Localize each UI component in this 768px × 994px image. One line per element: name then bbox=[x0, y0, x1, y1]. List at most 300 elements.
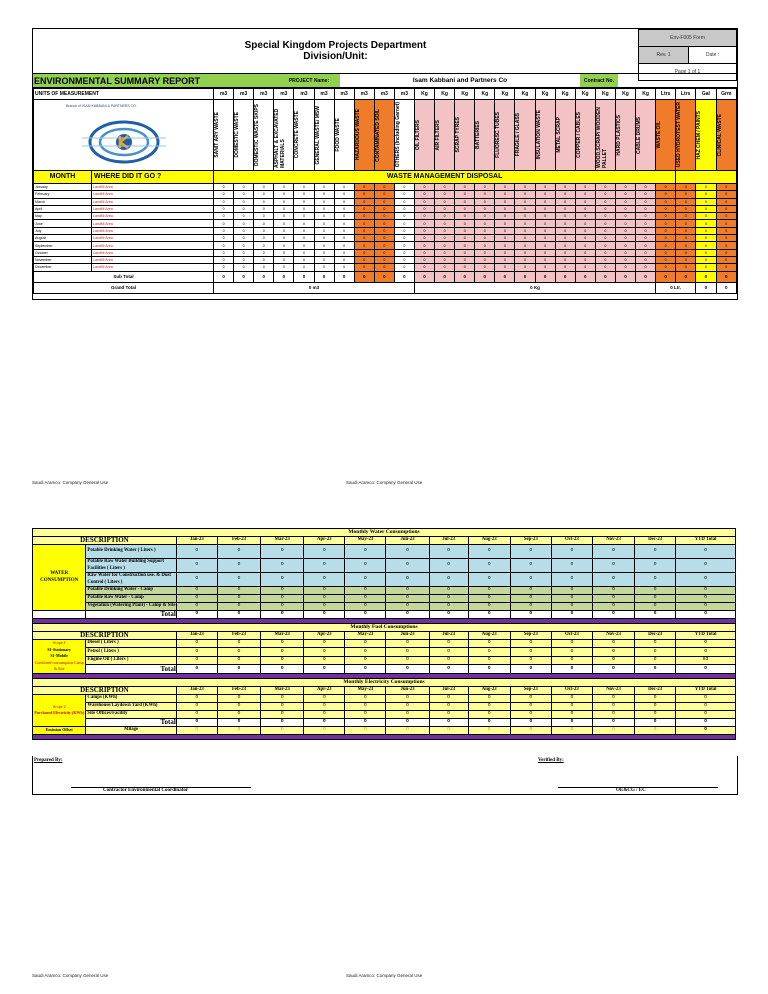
contract-label: Contract No. bbox=[580, 74, 618, 88]
consumption-value: 0 bbox=[510, 587, 551, 595]
consumption-value: 0 bbox=[468, 640, 510, 648]
column-header bbox=[555, 100, 575, 171]
subtotal-value: 0 bbox=[495, 271, 515, 282]
waste-value: 0 bbox=[334, 198, 354, 205]
waste-value: 0 bbox=[435, 220, 455, 227]
column-name: GENERAL WASTE/ MSW bbox=[314, 105, 321, 165]
waste-value: 0 bbox=[575, 242, 595, 249]
waste-value: 0 bbox=[314, 220, 334, 227]
consumption-value: 0 bbox=[176, 587, 217, 595]
waste-value: 0 bbox=[354, 242, 374, 249]
consumption-value: 0 bbox=[676, 559, 736, 573]
consumption-row bbox=[33, 648, 736, 656]
waste-value: 0 bbox=[495, 235, 515, 242]
consumption-value: 0 bbox=[217, 702, 260, 710]
subtotal-value: 0 bbox=[435, 271, 455, 282]
column-name: DOMESTIC WASTE bbox=[234, 112, 241, 158]
consumption-value: 0 bbox=[510, 595, 551, 603]
subtotal-value: 0 bbox=[615, 271, 635, 282]
month-name: December bbox=[34, 264, 92, 271]
column-header-row bbox=[33, 537, 736, 545]
waste-value: 0 bbox=[575, 191, 595, 198]
waste-value: 0 bbox=[455, 249, 475, 256]
waste-value: 0 bbox=[394, 256, 414, 263]
waste-value: 0 bbox=[234, 249, 254, 256]
consumption-value: 0 bbox=[386, 595, 429, 603]
column-header bbox=[636, 100, 656, 171]
unit-cell: m3 bbox=[394, 88, 414, 100]
unit-cell: Grm bbox=[716, 88, 736, 100]
column-name: WASTE OIL bbox=[656, 121, 663, 149]
column-header bbox=[374, 100, 394, 171]
waste-value: 0 bbox=[495, 242, 515, 249]
footer-left-top: Saudi Aramco: Company General Use bbox=[32, 480, 109, 485]
column-header bbox=[475, 100, 495, 171]
emission-row bbox=[33, 726, 736, 734]
waste-value: 0 bbox=[676, 242, 696, 249]
total-value: 0 bbox=[261, 665, 304, 673]
consumption-value: 0 bbox=[429, 648, 468, 656]
waste-value: 0 bbox=[555, 205, 575, 212]
month-row bbox=[34, 235, 737, 242]
consumption-value: 0 bbox=[551, 545, 592, 559]
total-value: 0 bbox=[217, 665, 260, 673]
disposal-location: Landfill Area bbox=[92, 242, 214, 249]
consumption-value: 0 bbox=[429, 573, 468, 587]
waste-value: 0 bbox=[294, 227, 314, 234]
consumption-value: 0 bbox=[304, 640, 345, 648]
column-header bbox=[615, 100, 635, 171]
waste-value: 0 bbox=[636, 235, 656, 242]
consumption-value: 0 bbox=[345, 595, 386, 603]
consumption-value: 0 bbox=[635, 702, 676, 710]
consumption-value: 0 bbox=[635, 559, 676, 573]
waste-value: 0 bbox=[294, 213, 314, 220]
waste-value: 0 bbox=[696, 184, 716, 191]
unit-cell: m3 bbox=[314, 88, 334, 100]
waste-value: 0 bbox=[495, 227, 515, 234]
consumption-value: 0 bbox=[676, 694, 736, 702]
consumption-value: 0 bbox=[386, 648, 429, 656]
waste-value: 0 bbox=[294, 198, 314, 205]
waste-value: 0 bbox=[414, 264, 434, 271]
waste-value: 0 bbox=[274, 235, 294, 242]
month-name: May bbox=[34, 213, 92, 220]
consumption-value: 0 bbox=[676, 640, 736, 648]
waste-value: 0 bbox=[595, 205, 615, 212]
emission-value: 0 bbox=[304, 726, 345, 734]
waste-value: 0 bbox=[676, 249, 696, 256]
waste-value: 0 bbox=[656, 256, 676, 263]
emission-value: 0 bbox=[176, 726, 217, 734]
waste-value: 0 bbox=[575, 256, 595, 263]
consumption-value: 0 bbox=[676, 545, 736, 559]
month-header: Apr-23 bbox=[304, 632, 345, 640]
waste-value: 0 bbox=[495, 198, 515, 205]
consumption-value: 0 bbox=[468, 702, 510, 710]
total-value: 0 bbox=[551, 665, 592, 673]
waste-value: 0 bbox=[595, 235, 615, 242]
subtotal-value: 0 bbox=[575, 271, 595, 282]
consumption-value: 0 bbox=[635, 710, 676, 718]
column-name: INSULATION WASTE bbox=[535, 110, 542, 160]
total-value: 0 bbox=[217, 718, 260, 726]
footer-center-top: Saudi Aramco: Company General Use bbox=[346, 480, 423, 485]
column-header bbox=[575, 100, 595, 171]
consumption-value: 0 bbox=[592, 603, 634, 611]
subtotal-value: 0 bbox=[636, 271, 656, 282]
total-value: 0 bbox=[510, 611, 551, 619]
subtotal-value: 0 bbox=[294, 271, 314, 282]
prepared-by-label: Prepared By: bbox=[34, 758, 63, 763]
consumption-value: 0 bbox=[551, 595, 592, 603]
waste-value: 0 bbox=[214, 205, 234, 212]
waste-value: 0 bbox=[274, 256, 294, 263]
consumption-value: 0 bbox=[635, 656, 676, 664]
waste-value: 0 bbox=[254, 213, 274, 220]
waste-value: 0 bbox=[656, 235, 676, 242]
waste-value: 0 bbox=[334, 191, 354, 198]
grandtotal-m3: 0 m3 bbox=[214, 282, 415, 293]
total-value: 0 bbox=[176, 665, 217, 673]
unit-cell: m3 bbox=[374, 88, 394, 100]
total-value: 0 bbox=[468, 665, 510, 673]
consumption-value: 0 bbox=[176, 595, 217, 603]
waste-value: 0 bbox=[535, 213, 555, 220]
column-name: OIL FILTERS bbox=[414, 119, 421, 151]
waste-value: 0 bbox=[254, 220, 274, 227]
waste-value: 0 bbox=[495, 249, 515, 256]
consumption-value: 0 bbox=[345, 694, 386, 702]
waste-value: 0 bbox=[575, 227, 595, 234]
month-header: Aug-23 bbox=[468, 686, 510, 694]
waste-value: 0 bbox=[214, 191, 234, 198]
column-header bbox=[294, 100, 314, 171]
consumption-value: 0 bbox=[551, 603, 592, 611]
consumption-value: 0 bbox=[429, 702, 468, 710]
waste-value: 0 bbox=[294, 256, 314, 263]
subtotal-row bbox=[34, 271, 737, 282]
column-name: CLINICAL WASTE bbox=[716, 113, 723, 157]
total-value: 0 bbox=[261, 611, 304, 619]
units-row bbox=[34, 88, 737, 100]
emission-value: 0 bbox=[592, 726, 634, 734]
waste-value: 0 bbox=[495, 213, 515, 220]
column-header bbox=[435, 100, 455, 171]
unit-cell: Kg bbox=[435, 88, 455, 100]
waste-value: 0 bbox=[595, 227, 615, 234]
waste-value: 0 bbox=[234, 198, 254, 205]
waste-value: 0 bbox=[234, 227, 254, 234]
consumption-value: 0 bbox=[345, 640, 386, 648]
consumption-value: 0 bbox=[261, 702, 304, 710]
section-title: Monthly Water Consumptions bbox=[33, 529, 736, 537]
column-header-row bbox=[33, 686, 736, 694]
waste-value: 0 bbox=[636, 184, 656, 191]
waste-value: 0 bbox=[535, 220, 555, 227]
units-label: UNITS OF MEASUREMENT bbox=[34, 88, 214, 100]
waste-value: 0 bbox=[515, 256, 535, 263]
consumption-value: 0 bbox=[304, 702, 345, 710]
waste-value: 0 bbox=[234, 205, 254, 212]
waste-value: 0 bbox=[274, 205, 294, 212]
waste-value: 0 bbox=[254, 249, 274, 256]
consumption-value: 0 bbox=[304, 545, 345, 559]
column-name: FOOD WASTE bbox=[334, 118, 341, 152]
waste-value: 0 bbox=[615, 264, 635, 271]
consumption-value: 0 bbox=[551, 694, 592, 702]
disposal-location: Landfill Area bbox=[92, 264, 214, 271]
waste-value: 0 bbox=[495, 264, 515, 271]
logo-caption: Branch of ISAM KABBANI & PARTNERS CO. bbox=[66, 104, 137, 108]
month-row bbox=[34, 213, 737, 220]
consumption-row bbox=[33, 559, 736, 573]
waste-value: 0 bbox=[615, 213, 635, 220]
month-name: November bbox=[34, 256, 92, 263]
unit-cell: Gal bbox=[696, 88, 716, 100]
column-name: METAL SCRAP bbox=[555, 117, 562, 153]
waste-value: 0 bbox=[374, 184, 394, 191]
waste-value: 0 bbox=[475, 249, 495, 256]
waste-value: 0 bbox=[656, 242, 676, 249]
month-header: Jan-23 bbox=[176, 632, 217, 640]
consumption-value: 0 bbox=[304, 603, 345, 611]
month-header: Feb-23 bbox=[217, 632, 260, 640]
unit-cell: Kg bbox=[615, 88, 635, 100]
waste-value: 0 bbox=[414, 227, 434, 234]
total-value: 0 bbox=[429, 611, 468, 619]
total-row bbox=[33, 718, 736, 726]
waste-value: 0 bbox=[455, 264, 475, 271]
consumption-value: 0 bbox=[468, 710, 510, 718]
waste-value: 0 bbox=[676, 227, 696, 234]
column-header-row bbox=[33, 632, 736, 640]
waste-value: 0 bbox=[535, 264, 555, 271]
waste-value: 0 bbox=[656, 198, 676, 205]
consumption-value: 83 bbox=[676, 656, 736, 664]
fuel-scope: Scope 1 bbox=[52, 640, 66, 645]
waste-value: 0 bbox=[595, 184, 615, 191]
consumption-value: 0 bbox=[592, 710, 634, 718]
waste-value: 0 bbox=[636, 227, 656, 234]
waste-value: 0 bbox=[274, 242, 294, 249]
consumption-value: 0 bbox=[261, 603, 304, 611]
kabbani-logo-icon bbox=[64, 112, 184, 172]
unit-cell: Kg bbox=[414, 88, 434, 100]
subtotal-value: 0 bbox=[656, 271, 676, 282]
waste-value: 0 bbox=[354, 205, 374, 212]
month-header: Aug-23 bbox=[468, 537, 510, 545]
grandtotal-gal: 0 bbox=[696, 282, 716, 293]
waste-value: 0 bbox=[716, 213, 736, 220]
disposal-location: Landfill Area bbox=[92, 256, 214, 263]
waste-value: 0 bbox=[716, 184, 736, 191]
consumption-value: 0 bbox=[592, 573, 634, 587]
unit-cell: Kg bbox=[555, 88, 575, 100]
waste-value: 0 bbox=[435, 256, 455, 263]
total-value: 0 bbox=[217, 611, 260, 619]
waste-value: 0 bbox=[414, 198, 434, 205]
waste-value: 0 bbox=[696, 264, 716, 271]
consumption-value: 0 bbox=[261, 587, 304, 595]
unit-cell: Kg bbox=[636, 88, 656, 100]
consumption-value: 0 bbox=[345, 559, 386, 573]
month-header: Dec-23 bbox=[635, 632, 676, 640]
waste-value: 0 bbox=[414, 249, 434, 256]
page-number: Page 1 of 1 bbox=[639, 64, 737, 81]
column-name: USED HYDROTEST WATER bbox=[676, 102, 683, 168]
consumption-value: 0 bbox=[429, 587, 468, 595]
month-row bbox=[34, 256, 737, 263]
waste-value: 0 bbox=[515, 205, 535, 212]
waste-value: 0 bbox=[575, 205, 595, 212]
total-value: 0 bbox=[345, 718, 386, 726]
waste-value: 0 bbox=[696, 191, 716, 198]
consumption-value: 0 bbox=[468, 587, 510, 595]
total-value: 0 bbox=[635, 665, 676, 673]
disposal-location: Landfill Area bbox=[92, 198, 214, 205]
waste-value: 0 bbox=[435, 249, 455, 256]
consumption-value: 0 bbox=[429, 545, 468, 559]
waste-value: 0 bbox=[294, 264, 314, 271]
consumption-row bbox=[33, 640, 736, 648]
waste-value: 0 bbox=[394, 242, 414, 249]
consumption-value: 0 bbox=[592, 640, 634, 648]
waste-value: 0 bbox=[374, 220, 394, 227]
consumption-value: 0 bbox=[429, 656, 468, 664]
waste-value: 0 bbox=[435, 227, 455, 234]
consumption-value: 0 bbox=[592, 648, 634, 656]
waste-value: 0 bbox=[354, 235, 374, 242]
row-description: Petrol ( Liters ) bbox=[86, 648, 176, 656]
waste-value: 0 bbox=[656, 264, 676, 271]
grandtotal-kg: 0 Kg bbox=[414, 282, 655, 293]
month-row bbox=[34, 205, 737, 212]
total-value: 0 bbox=[676, 718, 736, 726]
consumption-value: 0 bbox=[592, 702, 634, 710]
column-name: HAZARDOUS WASTE bbox=[354, 109, 361, 161]
column-name: CONTAMINATED SOIL bbox=[374, 108, 381, 162]
section-title-row bbox=[33, 529, 736, 537]
grandtotal-ltr: 0 Ltr. bbox=[656, 282, 696, 293]
month-header: YTD Total bbox=[676, 537, 736, 545]
waste-value: 0 bbox=[595, 264, 615, 271]
waste-value: 0 bbox=[455, 205, 475, 212]
waste-value: 0 bbox=[314, 264, 334, 271]
consumption-value: 0 bbox=[510, 694, 551, 702]
waste-value: 0 bbox=[615, 198, 635, 205]
consumption-value: 0 bbox=[551, 656, 592, 664]
unit-cell: m3 bbox=[274, 88, 294, 100]
waste-value: 0 bbox=[535, 227, 555, 234]
consumption-row bbox=[33, 545, 736, 559]
consumption-value: 0 bbox=[261, 656, 304, 664]
waste-value: 0 bbox=[696, 205, 716, 212]
month-header: YTD Total bbox=[676, 686, 736, 694]
month-name: February bbox=[34, 191, 92, 198]
unit-cell: Kg bbox=[495, 88, 515, 100]
waste-value: 0 bbox=[615, 256, 635, 263]
waste-value: 0 bbox=[455, 256, 475, 263]
consumption-value: 0 bbox=[386, 559, 429, 573]
waste-value: 0 bbox=[676, 198, 696, 205]
waste-value: 0 bbox=[676, 191, 696, 198]
waste-value: 0 bbox=[515, 249, 535, 256]
waste-value: 0 bbox=[696, 220, 716, 227]
waste-value: 0 bbox=[414, 191, 434, 198]
consumption-value: 0 bbox=[304, 587, 345, 595]
consumption-value: 0 bbox=[592, 694, 634, 702]
description-header: DESCRIPTION bbox=[33, 632, 177, 640]
waste-value: 0 bbox=[314, 242, 334, 249]
total-value: 0 bbox=[592, 611, 634, 619]
waste-value: 0 bbox=[636, 264, 656, 271]
waste-value: 0 bbox=[716, 256, 736, 263]
consumption-value: 0 bbox=[551, 640, 592, 648]
consumption-value: 0 bbox=[635, 603, 676, 611]
waste-value: 0 bbox=[294, 220, 314, 227]
total-value: 0 bbox=[429, 665, 468, 673]
consumption-value: 0 bbox=[176, 573, 217, 587]
waste-value: 0 bbox=[214, 198, 234, 205]
contractor-coordinator-label: Contractor Environmental Coordinator bbox=[103, 788, 189, 793]
waste-value: 0 bbox=[595, 198, 615, 205]
section-title-row bbox=[33, 624, 736, 632]
waste-value: 0 bbox=[234, 264, 254, 271]
column-name: CONCRETE WASTE bbox=[294, 111, 301, 159]
total-row bbox=[33, 611, 736, 619]
waste-value: 0 bbox=[354, 184, 374, 191]
month-name: July bbox=[34, 227, 92, 234]
waste-value: 0 bbox=[636, 220, 656, 227]
waste-value: 0 bbox=[716, 264, 736, 271]
emission-label: Emission Offset bbox=[33, 726, 86, 734]
waste-value: 0 bbox=[414, 184, 434, 191]
waste-value: 0 bbox=[374, 191, 394, 198]
subtotal-value: 0 bbox=[515, 271, 535, 282]
consumption-value: 0 bbox=[510, 545, 551, 559]
consumption-value: 0 bbox=[386, 710, 429, 718]
unit-cell: Ltrs bbox=[676, 88, 696, 100]
column-header bbox=[234, 100, 254, 171]
waste-value: 0 bbox=[475, 220, 495, 227]
waste-value: 0 bbox=[676, 256, 696, 263]
waste-value: 0 bbox=[435, 242, 455, 249]
waste-value: 0 bbox=[535, 256, 555, 263]
month-name: April bbox=[34, 205, 92, 212]
fuel-category-line: Combined consumption Camp & Site bbox=[34, 659, 84, 671]
waste-table bbox=[33, 87, 737, 294]
consumption-value: 0 bbox=[304, 648, 345, 656]
consumption-value: 0 bbox=[510, 702, 551, 710]
total-value: 0 bbox=[635, 718, 676, 726]
description-header: DESCRIPTION bbox=[33, 537, 177, 545]
waste-value: 0 bbox=[535, 249, 555, 256]
consumption-value: 0 bbox=[176, 603, 217, 611]
column-name: FRAGILE / GLASS bbox=[515, 113, 522, 157]
electricity-scope: Scope 2 bbox=[52, 703, 66, 709]
unit-cell: Kg bbox=[515, 88, 535, 100]
waste-value: 0 bbox=[515, 235, 535, 242]
unit-cell: m3 bbox=[234, 88, 254, 100]
waste-value: 0 bbox=[435, 213, 455, 220]
month-header: Oct-23 bbox=[551, 537, 592, 545]
waste-value: 0 bbox=[274, 249, 294, 256]
month-name: June bbox=[34, 220, 92, 227]
waste-value: 0 bbox=[274, 213, 294, 220]
waste-value: 0 bbox=[555, 198, 575, 205]
disposal-location: Landfill Area bbox=[92, 235, 214, 242]
